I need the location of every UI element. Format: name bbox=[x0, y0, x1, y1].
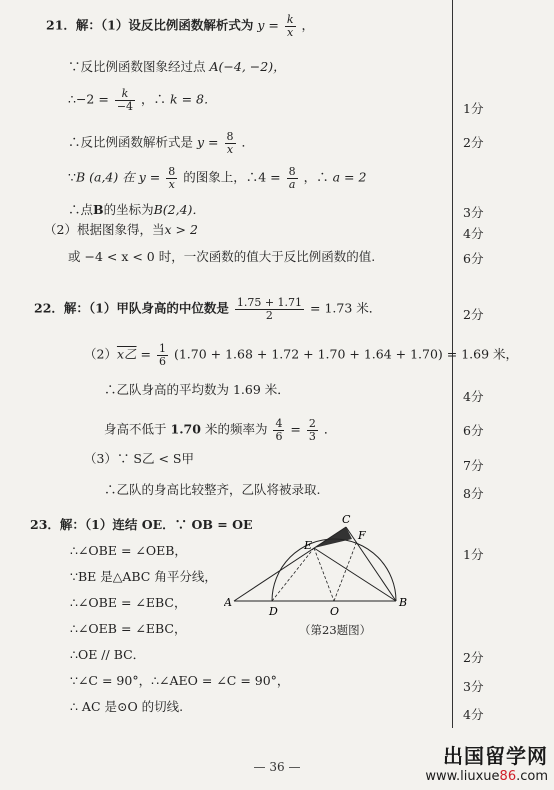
q21-line-3: ∴−2 = $\frac{k}{-4}$ ，∴ k = 8． bbox=[68, 87, 217, 113]
score: 4分 bbox=[463, 389, 484, 404]
fraction: $\frac{k}{x}$ bbox=[286, 13, 294, 39]
label-F: F bbox=[358, 529, 366, 542]
score: 3分 bbox=[463, 205, 484, 220]
q21-line-2: ∵反比例函数图象经过点 A(−4, −2)， bbox=[68, 59, 286, 74]
label-O: O bbox=[330, 605, 340, 618]
q23-line-7: ∴ AC 是⊙O 的切线. bbox=[70, 699, 184, 714]
q22-line-5: （3）∵ S乙 < S甲 bbox=[84, 451, 194, 466]
fraction: $\frac{8}{x}$ bbox=[226, 130, 234, 156]
fraction: $\frac{1}{6}$ bbox=[158, 342, 166, 368]
q21-line-8: 或 −4 < x < 0 时，一次函数的值大于反比例函数的值. bbox=[68, 249, 376, 264]
q23-line-2: ∵BE 是△ABC 角平分线， bbox=[70, 569, 217, 584]
q23-heading: 23．解：（1）连结 OE．∵ OB = OE bbox=[30, 517, 253, 532]
line-OF bbox=[334, 541, 357, 601]
score: 7分 bbox=[463, 458, 484, 473]
line-DE bbox=[272, 548, 314, 601]
line-AC bbox=[234, 527, 346, 601]
label-E: E bbox=[304, 539, 313, 552]
fraction: $\frac{k}{-4}$ bbox=[116, 87, 134, 113]
score: 4分 bbox=[463, 226, 484, 241]
q21-heading: 21．解：（1）设反比例函数解析式为 bbox=[46, 17, 254, 33]
q23-line-5: ∴OE // BC． bbox=[70, 647, 146, 662]
q21-line-7: （2）根据图象得，当x > 2 bbox=[44, 222, 198, 237]
q21-line-5: ∵B (a,4) 在 y = $\frac{8}{x}$ 的图象上，∴4 = $\frac{8}{a}$ ，∴ a = 2 bbox=[68, 165, 367, 191]
q22-line-1: 22．解：（1）甲队身高的中位数是 $\frac{1.75 + 1.71}{2}$ = 1.73 米． bbox=[34, 296, 382, 322]
q22-line-4: 身高不低于 1.70 米的频率为 $\frac{4}{6}$ = $\frac{2}{3}$ ． bbox=[104, 417, 337, 443]
fraction: $\frac{2}{3}$ bbox=[308, 417, 316, 443]
label-B: B bbox=[399, 596, 408, 609]
watermark-url: www.liuxue86.com bbox=[425, 769, 548, 784]
score: 1分 bbox=[463, 101, 484, 116]
q21-line-4: ∴反比例函数解析式是 y = $\frac{8}{x}$ ． bbox=[68, 130, 254, 156]
q22-heading: 22．解：（1）甲队身高的中位数是 bbox=[34, 300, 229, 316]
score: 2分 bbox=[463, 135, 484, 150]
label-C: C bbox=[342, 513, 351, 526]
score: 4分 bbox=[463, 707, 484, 722]
q21-line-1: 21．解：（1）设反比例函数解析式为 y = $\frac{k}{x}$ ， bbox=[46, 13, 314, 39]
fraction: $\frac{1.75 + 1.71}{2}$ bbox=[236, 296, 303, 322]
line-EB bbox=[314, 548, 396, 601]
q22-line-6: ∴乙队的身高比较整齐，乙队将被录取. bbox=[104, 482, 321, 497]
score: 6分 bbox=[463, 423, 484, 438]
site-watermark bbox=[425, 740, 548, 784]
score: 2分 bbox=[463, 650, 484, 665]
figure-caption: （第23题图） bbox=[299, 623, 372, 637]
fraction: $\frac{4}{6}$ bbox=[275, 417, 283, 443]
label-D: D bbox=[269, 605, 278, 618]
fraction: $\frac{8}{x}$ bbox=[168, 165, 176, 191]
q23-line-1: ∴∠OBE = ∠OEB， bbox=[70, 543, 187, 558]
q22-line-2: （2）x乙 = $\frac{1}{6}$ (1.70 + 1.68 + 1.72 + 1.70 + 1.64 + 1.70) = 1.69 米， bbox=[84, 342, 519, 368]
q22-line-3: ∴乙队身高的平均数为 1.69 米． bbox=[104, 382, 290, 397]
q23-line-4: ∴∠OEB = ∠EBC， bbox=[70, 621, 187, 636]
score: 8分 bbox=[463, 486, 484, 501]
line-EO bbox=[314, 548, 334, 601]
watermark-title: 出国留学网 bbox=[443, 744, 548, 768]
score: 6分 bbox=[463, 251, 484, 266]
q23-line-3: ∴∠OBE = ∠EBC， bbox=[70, 595, 187, 610]
score: 1分 bbox=[463, 547, 484, 562]
line-CB bbox=[346, 527, 396, 601]
semicircle bbox=[272, 539, 396, 601]
score: 2分 bbox=[463, 307, 484, 322]
label-A: A bbox=[224, 596, 232, 609]
q23-line-head bbox=[30, 518, 253, 532]
page-number: — 36 — bbox=[253, 760, 301, 774]
score: 3分 bbox=[463, 679, 484, 694]
fraction: $\frac{8}{a}$ bbox=[288, 165, 296, 191]
q23-line-6: ∵∠C = 90°，∴∠AEO = ∠C = 90°， bbox=[70, 673, 290, 688]
q21-line-6: ∴点B的坐标为B(2,4)． bbox=[68, 202, 205, 217]
